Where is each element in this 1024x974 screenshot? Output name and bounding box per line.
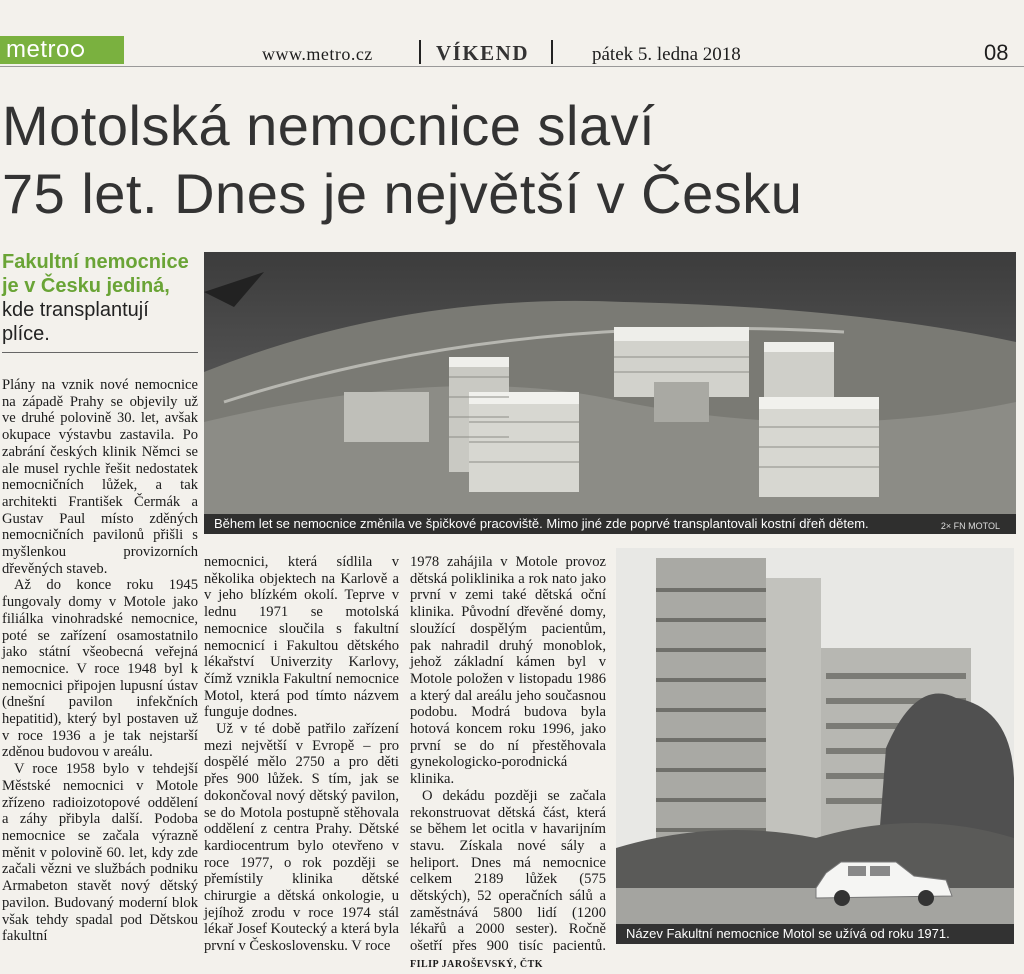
article-column-3 [410,554,606,974]
paragraph: Až do konce roku 1945 fungovaly domy v Motole jako filiálka vinohradské nemocnice, poté se zařízení osamostatnilo jako státní všeobecná veřejná nemocnice. V roce 1948 byl k nemocnici připojen lupusní ústav (dnešní pavilon infekčních hepatitid), který byl postaven už v roce 1936 a je tak nejstarší zděnou budovou v areálu. [2,577,198,761]
byline: FILIP JAROŠEVSKÝ, ČTK [410,958,544,970]
paragraph-text: O dekádu později se začala rekonstruovat dětská část, která se během let ocitla v havarijním stavu. Získala nové sály a heliport. Dnes má nemocnice celkem 2189 lůžek (575 dětských), 52 operačních sálů a zaměstnává 5800 lidí (1200 lékařů a 2000 sester). Ročně ošetří přes 900 tisíc pacientů. [410,787,606,955]
site-url: www.metro.cz [262,44,373,64]
photo-credit: 2× FN MOTOL [940,521,1000,531]
hospital-building-illustration [616,548,1014,944]
article-column-2 [204,554,399,955]
lead-paragraph [2,250,198,346]
paragraph: nemocnici, která sídlila v několika objektech na Karlově a v jeho blízkém okolí. Teprve v lednu 1971 se motolská nemocnice sloučila s fakultní nemocnicí i Fakultou dětského lékařství Univerzity Karlovy, čímž vznikla Fakultní nemocnice Motol, která pod tímto názvem funguje dodnes. [204,554,399,721]
lead-highlight: Fakultní nemocnice je v Česku jediná, [2,251,189,297]
header-rule [0,66,1024,67]
hospital-model-illustration [204,252,1016,534]
photo-caption: Název Fakultní nemocnice Motol se užívá od roku 1971. [616,924,1014,944]
page-number: 08 [984,40,1009,65]
hospital-building-photo [616,548,1014,944]
globe-icon [71,44,84,57]
lead-rule [2,352,198,353]
headline-line-1: Motolská nemocnice slaví [2,94,656,157]
paragraph [410,788,606,974]
section-name: VÍKEND [436,41,530,65]
paragraph: Plány na vznik nové nemocnice na západě Prahy se objevily už ve druhé polovině 30. let, avšak okupace výstavbu zastavila. Po zabrání českých klinik Němci se ale musel rychle řešit nedostatek nemocničních lůžek, a tak architekti František Čermák a Gustav Paul místo zděných nemocničních pavilonů přišli s myšlenkou provizorních dřevěných staveb. [2,377,198,577]
headline-line-2: 75 let. Dnes je největší v Česku [2,162,803,225]
article-column-1 [2,377,198,945]
paragraph: 1978 zahájila v Motole provoz dětská poliklinika a rok nato jako první v zemi také dětská oční klinika. Původní dřevěné domy, sloužící dospělým pacientům, pak nahradil druhý monoblok, jehož základní kámen byl v Motole položen v listopadu 1986 a který dal areálu jeho současnou podobu. Modrá budova byla hotová koncem roku 1996, jako první se do ní přestěhovala gynekologicko-porodnická klinika. [410,554,606,788]
headline [2,92,1022,228]
divider [551,40,553,64]
paragraph: Už v té době patřilo zařízení mezi největší v Evropě – pro dospělé mělo 2750 a pro děti přes 900 lůžek. S tím, jak se dokončoval nový dětský pavilon, se do Motola postupně stěhovala oddělení z centra Prahy. Dětské kardiocentrum bylo otevřeno v roce 1977, o rok později se přemístily klinika dětské chirurgie a dětská onkologie, u jejíhož zrodu v roce 1974 stál lékař Josef Koutecký a která byla první v Československu. V roce [204,721,399,955]
divider [419,40,421,64]
lead-rest: kde transplantují plíce. [2,299,149,345]
paragraph: V roce 1958 bylo v tehdejší Městské nemocnici v Motole zřízeno radioizotopové oddělení a záhy přibyla další. Podoba nemocnice se začala výrazně měnit v polovině 60. let, kdy zde začali vězni ve službách podniku Armabeton stavět nový dětský pavilon. Budovaný moderní blok však tehdy spadal pod Dětskou fakultní [2,761,198,945]
metro-logo [0,36,124,64]
issue-date: pátek 5. ledna 2018 [592,44,741,65]
hospital-aerial-photo [204,252,1016,534]
logo-text: metro [6,36,70,63]
photo-caption: Během let se nemocnice změnila ve špičkové pracoviště. Mimo jiné zde poprvé transplantovali kostní dřeň dětem. [204,514,1016,534]
